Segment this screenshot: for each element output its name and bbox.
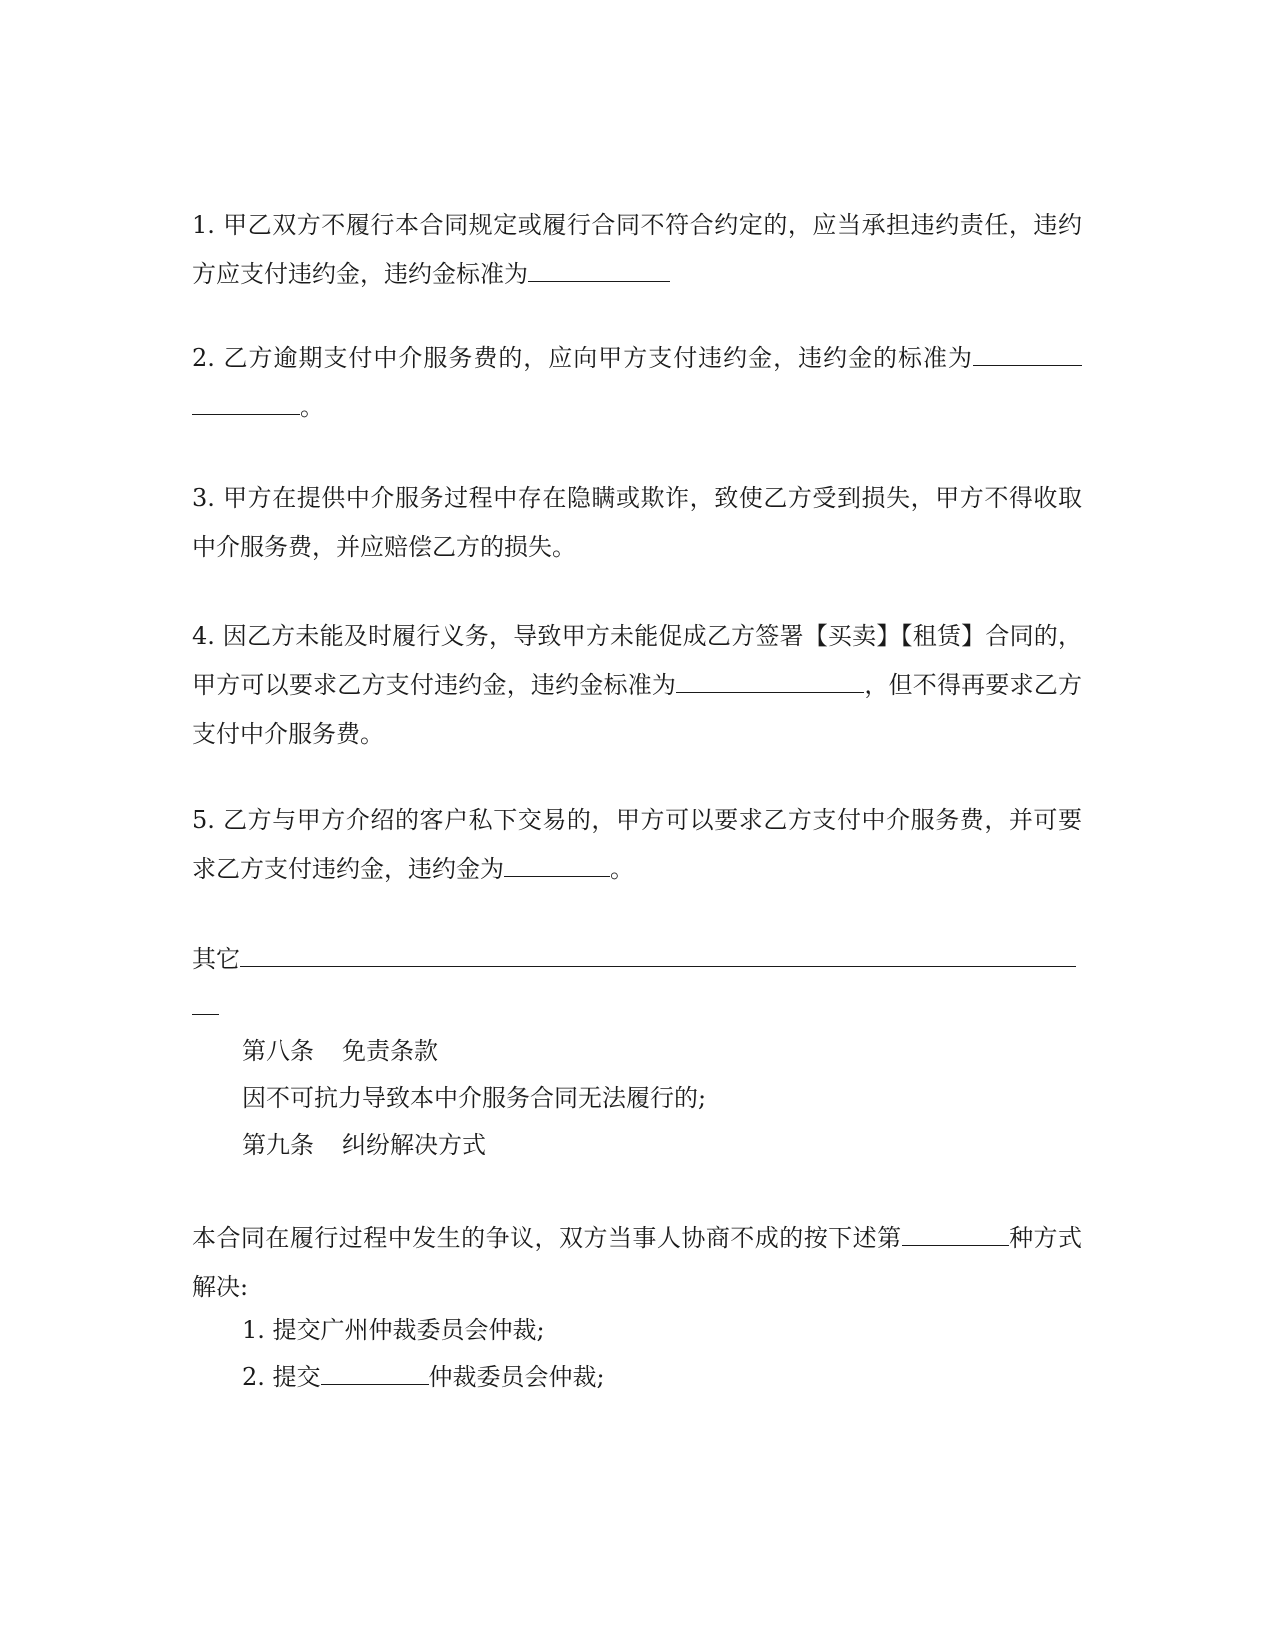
fill-blank-continued[interactable] bbox=[192, 984, 219, 1015]
clause-3: 3. 甲方在提供中介服务过程中存在隐瞒或欺诈，致使乙方受到损失，甲方不得收取中介服务费，并应赔偿乙方的损失。 bbox=[192, 484, 1082, 561]
fill-blank[interactable] bbox=[321, 1360, 429, 1385]
clause-1: 1. 甲乙双方不履行本合同规定或履行合同不符合约定的，应当承担违约责任，违约方应支付违约金，违约金标准为 bbox=[192, 211, 1082, 288]
fill-blank[interactable] bbox=[504, 852, 610, 877]
fill-blank[interactable] bbox=[676, 668, 864, 693]
article-9-body: 本合同在履行过程中发生的争议，双方当事人协商不成的按下述第 种方式解决: bbox=[192, 1214, 1082, 1312]
clause-2: 2. 乙方逾期支付中介服务费的，应向甲方支付违约金，违约金的标准为。 bbox=[192, 334, 1082, 432]
clause-5: 5. 乙方与甲方介绍的客户私下交易的，甲方可以要求乙方支付中介服务费，并可要求乙方支付违约金，违约金为 。 bbox=[192, 806, 1082, 883]
fill-blank[interactable] bbox=[973, 341, 1082, 366]
article-9-heading: 第九条 纠纷解决方式 bbox=[242, 1131, 486, 1159]
article-9-option-1: 1. 提交广州仲裁委员会仲裁; bbox=[242, 1316, 545, 1344]
article-9-option-2: 2. 提交 仲裁委员会仲裁; bbox=[242, 1353, 605, 1402]
clause-other: 其它 bbox=[192, 935, 1082, 1015]
fill-blank[interactable] bbox=[528, 257, 670, 282]
fill-blank[interactable] bbox=[192, 390, 300, 415]
fill-blank[interactable] bbox=[902, 1221, 1009, 1246]
fill-blank[interactable] bbox=[240, 942, 1076, 967]
article-8-body: 因不可抗力导致本中介服务合同无法履行的; bbox=[242, 1084, 707, 1112]
article-8-heading: 第八条 免责条款 bbox=[242, 1037, 438, 1065]
clause-4: 4. 因乙方未能及时履行义务，导致甲方未能促成乙方签署【买卖】【租赁】合同的，甲方可以要求乙方支付违约金，违约金标准为 ，但不得再要求乙方支付中介服务费。 bbox=[192, 622, 1083, 748]
